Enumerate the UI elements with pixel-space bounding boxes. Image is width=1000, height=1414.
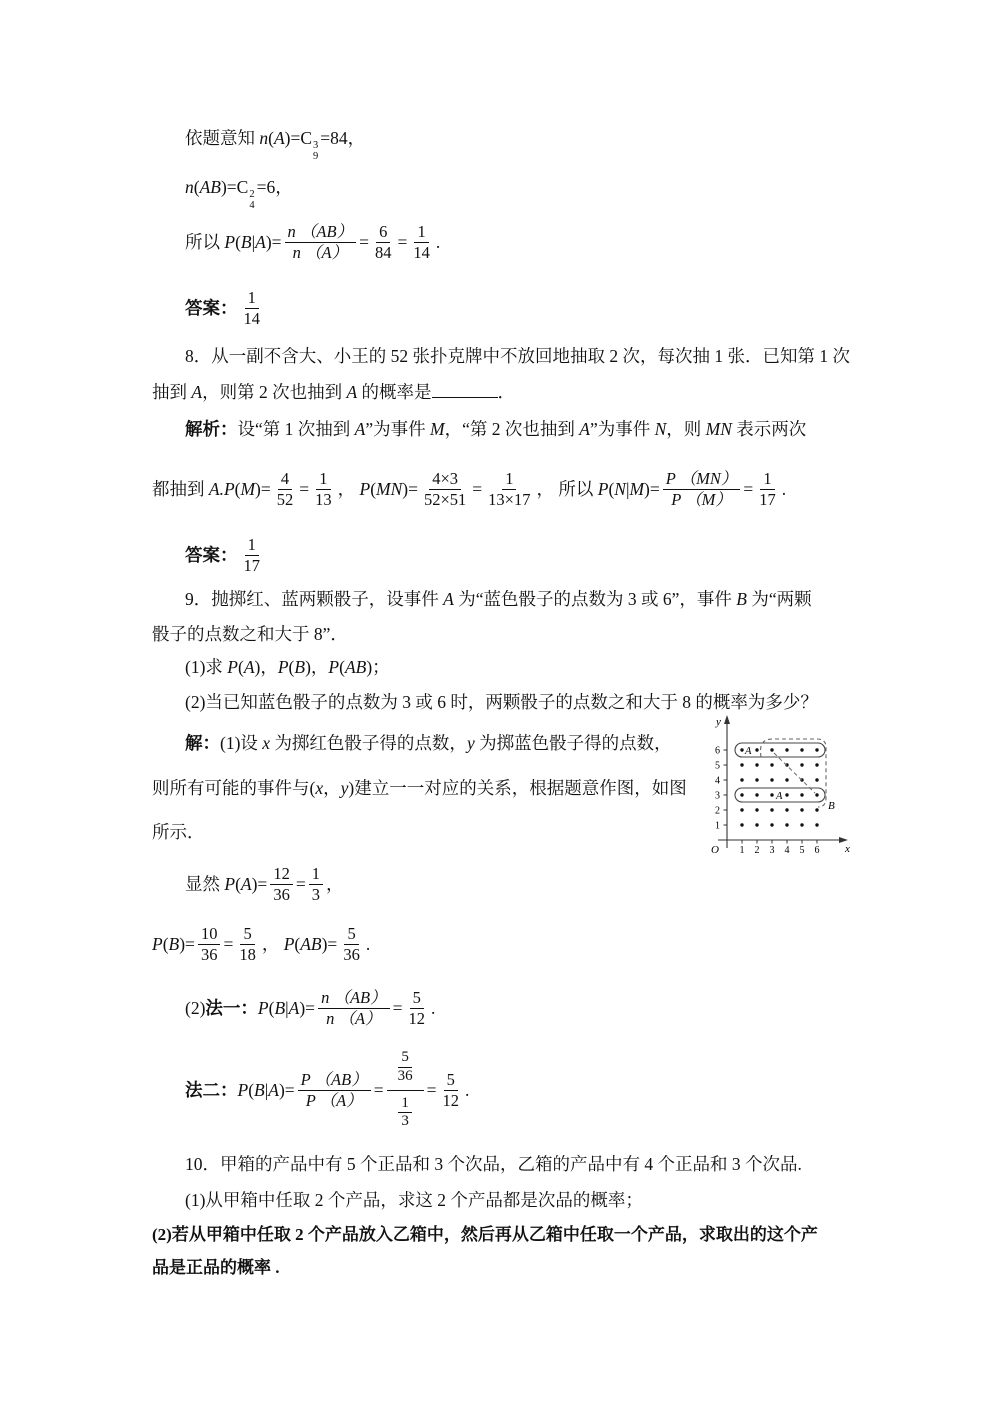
bold-label: 答案：: [185, 544, 238, 565]
math-operator-run: )=: [278, 1079, 295, 1100]
math-run: A: [255, 231, 266, 252]
math-run: A: [243, 657, 255, 677]
fraction: $\frac{5}{12}$: [408, 988, 425, 1028]
math-operator-run: )=: [179, 933, 195, 954]
math-run: B: [294, 657, 306, 677]
dice-outcome-svg: [695, 710, 880, 862]
solution7-line3: [185, 213, 440, 271]
problem8-formula: [152, 460, 786, 518]
text-run: ；: [372, 657, 390, 677]
math-operator-run: (: [294, 933, 301, 954]
text-run: 显然: [185, 873, 225, 894]
svg-text:6: 6: [814, 845, 820, 856]
math-operator-run: )=: [644, 478, 660, 499]
fraction: $\frac{12}{36}$: [270, 864, 293, 904]
text-run: 都抽到: [152, 478, 209, 499]
problem8-answer: [185, 532, 266, 578]
event-a-label-row3: A: [776, 791, 783, 802]
math-operator-run: =: [397, 231, 408, 252]
fraction: $\frac{5}{12}$: [442, 1070, 459, 1110]
fraction: $\frac{5}{36}$: [397, 1049, 413, 1084]
event-a-label-row6: A: [745, 746, 752, 757]
text-run: 10．甲箱的产品中有 5 个正品和 3 个次品，乙箱的产品中有 4 个正品和 3 个次品.: [185, 1154, 802, 1174]
math-operator-run: |: [251, 231, 256, 252]
y-tick-labels: [715, 746, 720, 832]
math-run: A: [443, 589, 454, 609]
text-run: ，: [337, 478, 360, 499]
svg-text:3: 3: [715, 790, 720, 802]
bold-label: 法一：: [205, 997, 258, 1018]
bold-label: 解析：: [185, 419, 238, 439]
math-run: P: [597, 478, 609, 499]
text-run: 所以: [185, 231, 225, 252]
math-run: B: [254, 1079, 265, 1100]
math-run: P: [237, 1079, 249, 1100]
fraction: $\frac{1}{3}$: [309, 864, 323, 904]
math-run: A: [288, 997, 300, 1018]
text-run: ，: [325, 873, 344, 894]
y-axis: [724, 715, 730, 848]
text-run: (2)当已知蓝色骰子的点数为 3 或 6 时，两颗骰子的点数之和大于 8 的概率为多少？: [185, 692, 818, 712]
text-run: 为掷蓝色骰子得的点数，: [474, 733, 672, 753]
problem9-formula1: [185, 858, 343, 910]
math-operator-run: =: [743, 478, 754, 499]
text-run: ”为事件: [365, 419, 431, 439]
dice-outcome-figure: [695, 710, 880, 862]
math-operator-run: =6: [256, 177, 276, 197]
bold-label: 法二：: [185, 1079, 238, 1100]
text-run: (2): [185, 997, 206, 1018]
math-run: AB: [344, 657, 367, 677]
fraction: $\frac{4\times 3}{52\times 51}$: [423, 469, 467, 509]
svg-text:3: 3: [769, 845, 775, 856]
math-operator-run: ): [305, 657, 311, 677]
fraction: $\frac{1}{13}$: [315, 469, 332, 509]
math-run: MN: [376, 478, 403, 499]
math-run: A: [273, 128, 285, 148]
fraction: $\frac{n (AB)}{n (A)}$: [285, 222, 357, 262]
math-run: A: [191, 382, 203, 402]
svg-text:1: 1: [739, 845, 745, 856]
math-operator-run: =: [426, 1079, 437, 1100]
math-run: P: [224, 873, 236, 894]
text-run: 8．从一副不含大、小王的 52 张扑克牌中不放回地抽取 2 次，每次抽 1 张．已知第 1 次: [185, 346, 850, 366]
math-run: P: [359, 478, 371, 499]
math-operator-run: =: [223, 933, 234, 954]
math-operator-run: (: [235, 231, 241, 252]
x-axis-label: x: [845, 843, 850, 855]
text-run: (1)求: [185, 657, 228, 677]
problem9-method2: [185, 1044, 469, 1136]
text-run: 表示两次: [731, 419, 807, 439]
problem9-sol-line2: [152, 777, 687, 800]
problem10-q2-line1: [152, 1223, 818, 1246]
solution7-line2: [185, 176, 293, 211]
text-run: (1)设: [220, 733, 263, 753]
solution7-answer: [185, 285, 266, 331]
text-run: 所示．: [152, 822, 205, 842]
fraction: $\frac{10}{36}$: [198, 924, 221, 964]
problem10-q2-line2: [152, 1256, 280, 1279]
text-run: ，: [347, 128, 366, 148]
svg-text:2: 2: [715, 805, 720, 817]
origin-label: O: [711, 844, 719, 856]
math-operator-run: )=: [321, 933, 338, 954]
text-run: 骰子的点数之和大于 8”．: [152, 624, 348, 644]
fraction: $\frac{1}{17}$: [759, 469, 776, 509]
y-axis-label: y: [716, 716, 721, 728]
math-run: n: [185, 177, 194, 197]
math-run: M: [240, 478, 256, 499]
math-run: B: [274, 997, 286, 1018]
math-run: B: [240, 231, 252, 252]
math-run: P: [283, 933, 295, 954]
math-operator-run: =: [392, 997, 403, 1018]
text-run: (1)从甲箱中任取 2 个产品，求这 2 个产品都是次品的概率；: [185, 1190, 643, 1210]
math-run: x: [262, 733, 271, 753]
text-run: 抽到: [152, 382, 192, 402]
math-run: n: [259, 128, 269, 148]
text-run: ，: [261, 933, 284, 954]
problem9-q1: [185, 656, 390, 679]
fraction: $\frac{4}{52}$: [276, 469, 294, 509]
text-run: )建立一一对应的关系，根据题意作图，如图: [348, 778, 687, 798]
math-run: AB: [300, 933, 322, 954]
text-run: 品是正品的概率 .: [152, 1258, 280, 1277]
problem9-line1: [185, 588, 812, 611]
math-operator-run: =: [295, 873, 306, 894]
fraction: $\frac{n (AB)}{n (A)}$: [318, 988, 390, 1028]
fraction: $\frac{5}{18}$: [239, 924, 256, 964]
text-run: ， 所以: [536, 478, 598, 499]
math-run: A.P: [208, 478, 235, 499]
math-operator-run: (: [268, 997, 275, 1018]
math-operator-run: (: [268, 128, 274, 148]
bold-label: 答案：: [185, 297, 238, 318]
fraction: $\frac{1}{14}$: [413, 222, 430, 262]
problem9-formula2: [152, 919, 370, 969]
math-run: M: [430, 419, 445, 439]
problem10-q1: [185, 1189, 643, 1212]
math-run: P: [277, 657, 289, 677]
text-run: ，: [275, 177, 293, 197]
math-operator-run: (: [162, 933, 169, 954]
math-operator-run: (: [288, 657, 295, 677]
math-operator-run: .: [464, 1079, 470, 1100]
event-b-label: B: [828, 800, 835, 812]
math-run: N: [614, 478, 626, 499]
math-run: y: [340, 778, 349, 798]
problem9-sol-line3: [152, 821, 205, 844]
sup-sub-stack: 3 9: [313, 140, 319, 163]
math-operator-run: (: [237, 657, 244, 677]
math-operator-run: |: [285, 997, 289, 1018]
math-run: P: [227, 657, 238, 677]
svg-text:4: 4: [715, 775, 720, 787]
svg-text:1: 1: [715, 820, 720, 832]
problem9-sol-line1: [185, 732, 672, 755]
svg-text:5: 5: [715, 760, 720, 772]
math-operator-run: .: [781, 478, 787, 499]
fraction: $\frac{P (AB)}{P (A)}$: [298, 1070, 371, 1110]
math-operator-run: (: [370, 478, 377, 499]
math-run: B: [736, 589, 747, 609]
fraction: $\frac{1}{14}$: [243, 288, 260, 328]
math-operator-run: ): [366, 657, 373, 677]
diagonal-dashed-line: [774, 753, 815, 793]
math-operator-run: )=: [299, 997, 316, 1018]
text-run: 为“蓝色骰子的点数为 3 或 6”，事件: [453, 589, 737, 609]
text-run: ，“第 2 次也抽到: [444, 419, 580, 439]
svg-text:4: 4: [784, 845, 790, 856]
fraction: $\frac{1}{3}$: [398, 1095, 412, 1131]
math-run: A: [346, 382, 358, 402]
problem8-line2: [152, 381, 515, 404]
answer-blank: [432, 382, 498, 398]
math-operator-run: |: [264, 1079, 269, 1100]
x-axis: [718, 837, 848, 843]
text-run: ，: [323, 778, 341, 798]
text-run: 为掷红色骰子得的点数，: [270, 733, 467, 753]
text-run: ，则: [666, 419, 706, 439]
math-operator-run: (: [248, 1079, 255, 1100]
svg-text:6: 6: [715, 745, 720, 757]
text-run: 则所有可能的事件与(: [152, 778, 316, 798]
problem9-line2: [152, 623, 348, 646]
math-run: y: [466, 733, 475, 753]
nested-fraction: [387, 1045, 424, 1135]
problem8-line1: [185, 345, 850, 368]
math-operator-run: (: [193, 177, 200, 197]
math-run: M: [629, 478, 645, 499]
text-run: ．: [497, 382, 516, 402]
math-run: B: [168, 933, 180, 954]
math-operator-run: =: [373, 1079, 384, 1100]
x-tick-labels: [740, 845, 820, 856]
fraction: $\frac{P (MN)}{P (M)}$: [663, 469, 741, 509]
math-run: A: [579, 419, 590, 439]
math-operator-run: (: [234, 478, 241, 499]
text-run: 为“两颗: [746, 589, 812, 609]
math-run: A: [354, 419, 366, 439]
math-run: P: [328, 657, 340, 677]
text-run: 9．抛掷红、蓝两颗骰子，设事件: [185, 589, 444, 609]
math-run: P: [152, 933, 163, 954]
math-operator-run: =: [472, 478, 483, 499]
math-run: P: [224, 231, 236, 252]
math-run: P: [257, 997, 269, 1018]
math-operator-run: .: [435, 231, 441, 252]
math-run: N: [654, 419, 667, 439]
math-operator-run: (: [339, 657, 345, 677]
svg-text:2: 2: [754, 845, 760, 856]
fraction: $\frac{1}{17}$: [243, 535, 260, 575]
math-operator-run: )=: [251, 873, 268, 894]
math-operator-run: .: [430, 997, 436, 1018]
text-run: 设“第 1 次抽到: [237, 419, 355, 439]
math-operator-run: (: [235, 873, 241, 894]
math-operator-run: =: [299, 478, 310, 499]
fraction: $\frac{6}{84}$: [374, 222, 392, 262]
math-operator-run: =84: [320, 128, 348, 148]
fraction: $\frac{5}{36}$: [343, 924, 360, 964]
svg-text:5: 5: [799, 845, 805, 856]
math-operator-run: )=C: [284, 128, 313, 148]
math-operator-run: =: [359, 231, 369, 252]
text-run: (2)若从甲箱中任取 2 个产品放入乙箱中，然后再从乙箱中任取一个产品，求取出的这个产: [152, 1225, 818, 1244]
math-operator-run: (: [608, 478, 615, 499]
problem9-method1: [185, 979, 435, 1037]
text-run: 依题意知: [185, 128, 260, 148]
math-run: x: [315, 778, 324, 798]
math-operator-run: .: [365, 933, 371, 954]
problem8-analysis: [185, 418, 806, 441]
math-operator-run: ): [254, 657, 261, 677]
fraction: $\frac{1}{13\times 17}$: [488, 469, 531, 509]
text-run: ，则第 2 次也抽到: [202, 382, 347, 402]
math-operator-run: |: [625, 478, 630, 499]
math-run: AB: [199, 177, 221, 197]
math-operator-run: )=: [265, 231, 282, 252]
math-run: MN: [705, 419, 732, 439]
text-run: 的概率是: [357, 382, 432, 402]
math-operator-run: )=: [402, 478, 418, 499]
math-run: A: [240, 873, 252, 894]
math-run: A: [268, 1079, 279, 1100]
math-operator-run: )=: [255, 478, 271, 499]
sup-sub-stack: 2 4: [249, 189, 255, 212]
text-run: ，: [310, 657, 329, 677]
bold-label: 解：: [185, 733, 220, 753]
text-run: ，: [260, 657, 278, 677]
text-run: ”为事件: [589, 419, 655, 439]
problem10-line1: [185, 1153, 802, 1176]
solution7-line1: [185, 127, 365, 162]
math-operator-run: )=C: [220, 177, 249, 197]
